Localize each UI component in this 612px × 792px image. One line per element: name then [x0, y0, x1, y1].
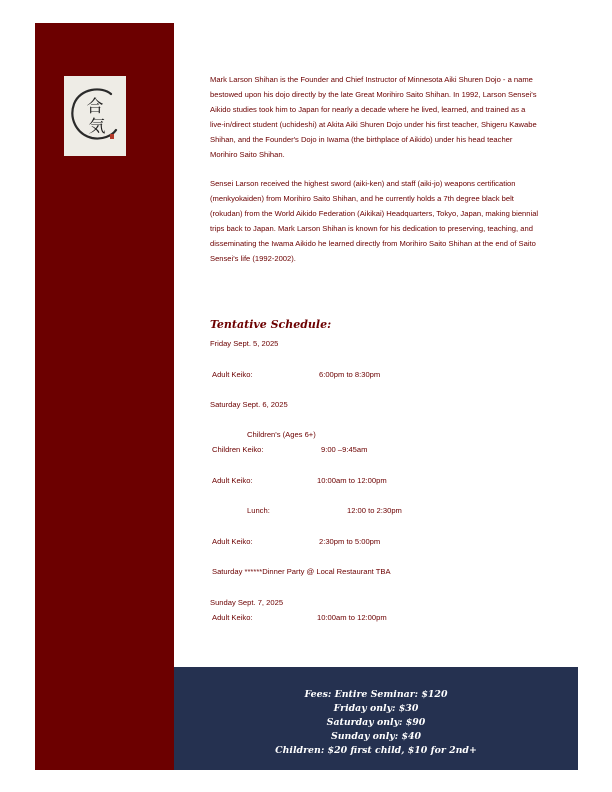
sunday-adult-time: 10:00am to 12:00pm — [317, 613, 387, 622]
enso-circle-icon — [64, 76, 126, 156]
saturday-lunch-time: 12:00 to 2:30pm — [347, 506, 402, 515]
saturday-dinner: Saturday ******Dinner Party @ Local Restaurant TBA — [212, 567, 391, 576]
saturday-adult2-time: 2:30pm to 5:00pm — [319, 537, 381, 546]
friday-adult-time: 6:00pm to 8:30pm — [319, 370, 381, 379]
fees-list — [174, 688, 578, 758]
fee-children: Children: $20 first child, $10 for 2nd+ — [275, 745, 477, 756]
saturday-adult1-label: Adult Keiko: — [212, 476, 253, 485]
fee-entire-seminar: Fees: Entire Seminar: $120 — [304, 689, 448, 700]
schedule-title: Tentative Schedule: — [210, 318, 332, 331]
bio-paragraph-2: Sensei Larson received the highest sword (aiki-ken) and staff (aiki-jo) weapons certification (menkyokaiden) from Morihiro Saito Shihan, and he currently holds a 7th degree black belt (rokudan) from the World Aikido Federation (Aikikai) Headquarters, Tokyo, Japan, making biennial trips back to Japan. Mark Larson Shihan is known for his dedication to preserving, teaching, and disseminating the Iwama Aikido he learned directly from Morihiro Saito Shihan at the end of Saito Sensei's life (1992-2002). — [210, 179, 539, 263]
friday-adult-label: Adult Keiko: — [212, 370, 253, 379]
fees-panel — [174, 667, 578, 770]
sunday-adult-label: Adult Keiko: — [212, 613, 253, 622]
instructor-bio — [210, 72, 540, 280]
saturday-children-header: Children's (Ages 6+) — [247, 430, 316, 439]
fee-saturday: Saturday only: $90 — [326, 717, 426, 728]
ai-glyph: 合 — [86, 97, 104, 117]
saturday-adult1-time: 10:00am to 12:00pm — [317, 476, 387, 485]
fee-sunday: Sunday only: $40 — [330, 731, 422, 742]
fee-friday: Friday only: $30 — [333, 703, 419, 714]
saturday-children-label: Children Keiko: — [212, 445, 264, 454]
saturday-lunch-label: Lunch: — [247, 506, 270, 515]
sunday-date: Sunday Sept. 7, 2025 — [210, 598, 284, 607]
aiki-calligraphy-logo — [64, 76, 126, 156]
ki-glyph: 気 — [88, 117, 106, 137]
friday-date: Friday Sept. 5, 2025 — [210, 339, 279, 348]
bio-paragraph-1: Mark Larson Shihan is the Founder and Chief Instructor of Minnesota Aiki Shuren Dojo - a name bestowed upon his dojo directly by the late Great Morihiro Saito Shihan. In 1992, Larson Sensei's Aikido studies took him to Japan for nearly a decade where he lived, learned, and trained as a live-in/direct student (uchideshi) at Akita Aiki Shuren Dojo under his first teacher, Shigeru Kawabe Shihan, and the Founder's Dojo in Iwama (the birthplace of Aikido) under his head teacher Morihiro Saito Shihan. — [210, 75, 537, 159]
saturday-children-time: 9:00 –9:45am — [321, 445, 368, 454]
saturday-adult2-label: Adult Keiko: — [212, 537, 253, 546]
saturday-date: Saturday Sept. 6, 2025 — [210, 400, 288, 409]
